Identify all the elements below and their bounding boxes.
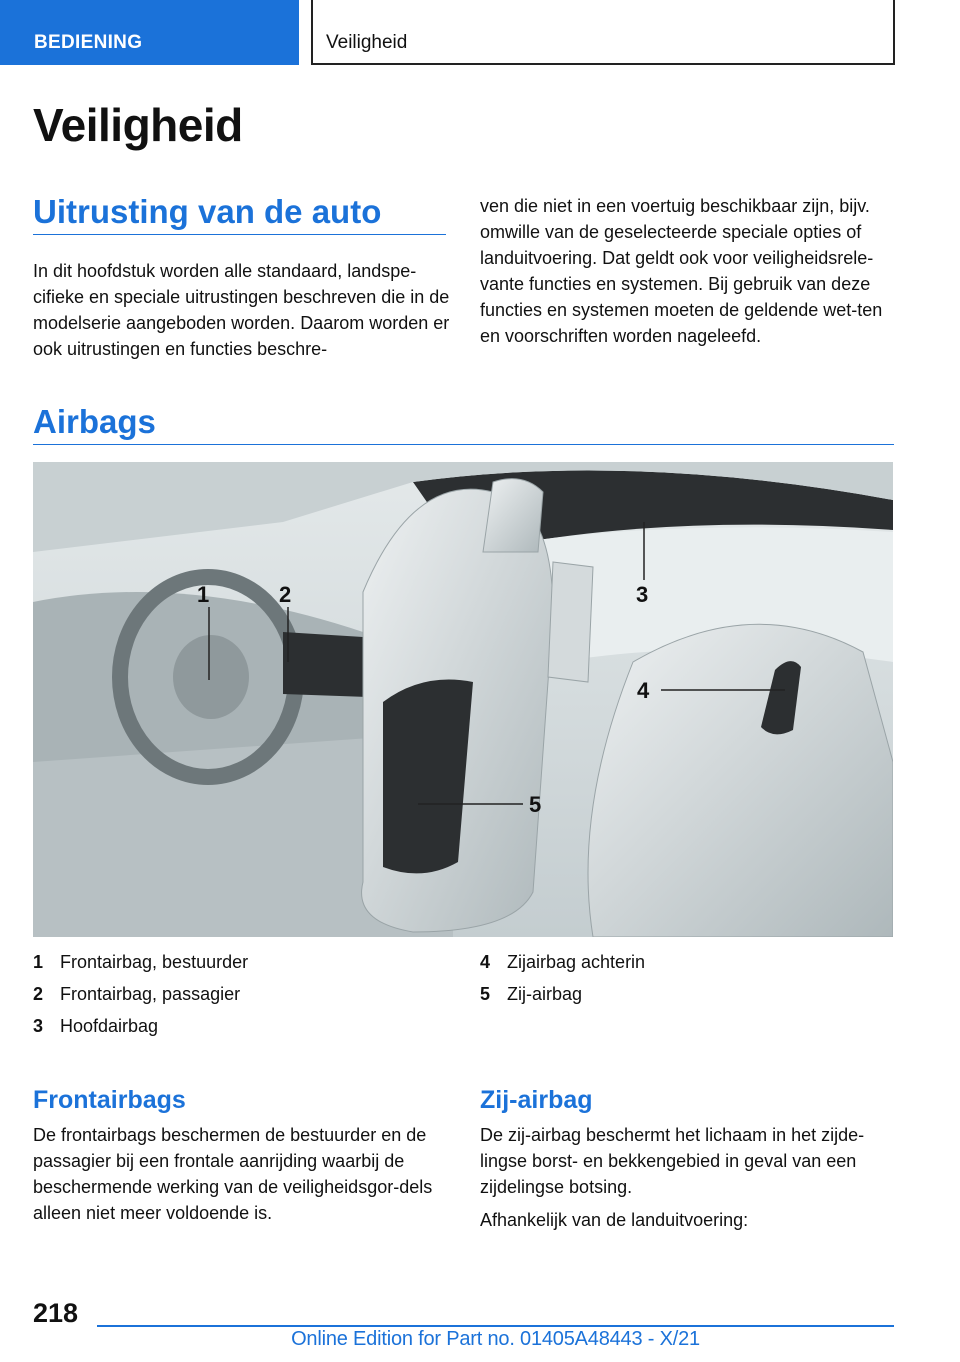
legend-label: Zijairbag achterin [507, 952, 646, 972]
legend-num: 3 [33, 1016, 44, 1036]
legend-item [33, 978, 248, 1010]
airbag-illustration [33, 462, 893, 937]
legend-item [33, 946, 248, 978]
zij-airbag-text: De zij-airbag beschermt het lichaam in het zijde-lingse borst- en bekkengebied in geval van een zijdelingse botsing. [480, 1125, 865, 1197]
heading-rule [33, 234, 446, 235]
legend-item [480, 978, 645, 1010]
heading-equipment: Uitrusting van de auto [33, 193, 382, 230]
callout-3: 3 [636, 582, 649, 607]
legend-label: Hoofdairbag [60, 1016, 159, 1036]
legend-item [480, 946, 645, 978]
legend-label: Zij-airbag [507, 984, 583, 1004]
page-title: Veiligheid [33, 99, 243, 151]
section-label: Veiligheid [311, 0, 895, 65]
legend-label: Frontairbag, passagier [60, 984, 241, 1004]
legend-label: Frontairbag, bestuurder [60, 952, 249, 972]
legend-num: 5 [480, 984, 491, 1004]
footer-edition: Online Edition for Part no. 01405A48443 - X/21 [291, 1328, 700, 1350]
equipment-para-left: In dit hoofdstuk worden alle standaard, landspe-cifieke en speciale uitrustingen beschreven die in de modelserie aangeboden worden. Daarom worden er ook uitrustingen en functies beschre- [33, 261, 450, 359]
legend-left [33, 946, 248, 1042]
heading-airbags: Airbags [33, 403, 156, 440]
callout-1: 1 [197, 582, 210, 607]
callout-2: 2 [279, 582, 292, 607]
callout-4: 4 [637, 678, 650, 703]
callout-5: 5 [529, 792, 542, 817]
legend-num: 1 [33, 952, 44, 972]
heading-frontairbags: Frontairbags [33, 1086, 186, 1114]
page-number: 218 [33, 1298, 79, 1328]
legend-item [33, 1010, 248, 1042]
frontairbags-text: De frontairbags beschermen de bestuurder en de passagier bij een frontale aanrijding waarbij de beschermende werking van de veiligheidsgor-dels alleen niet meer voldoende is. [33, 1125, 433, 1223]
legend-num: 2 [33, 984, 44, 1004]
heading-zij-airbag: Zij-airbag [480, 1086, 593, 1114]
chapter-tab[interactable]: BEDIENING [0, 0, 299, 65]
zij-airbag-text-2: Afhankelijk van de landuitvoering: [480, 1210, 749, 1230]
heading-rule [33, 444, 894, 445]
legend-num: 4 [480, 952, 491, 972]
footer-rule [97, 1325, 894, 1327]
equipment-para-right: ven die niet in een voertuig beschikbaar zijn, bijv. omwille van de geselecteerde speciale opties of landuitvoering. Dat geldt ook voor veiligheidsrele-vante functies en systemen. Bij gebruik van deze functies en systemen moeten de geldende wet-ten en voorschriften worden nageleefd. [480, 196, 883, 346]
legend-right [480, 946, 645, 1010]
